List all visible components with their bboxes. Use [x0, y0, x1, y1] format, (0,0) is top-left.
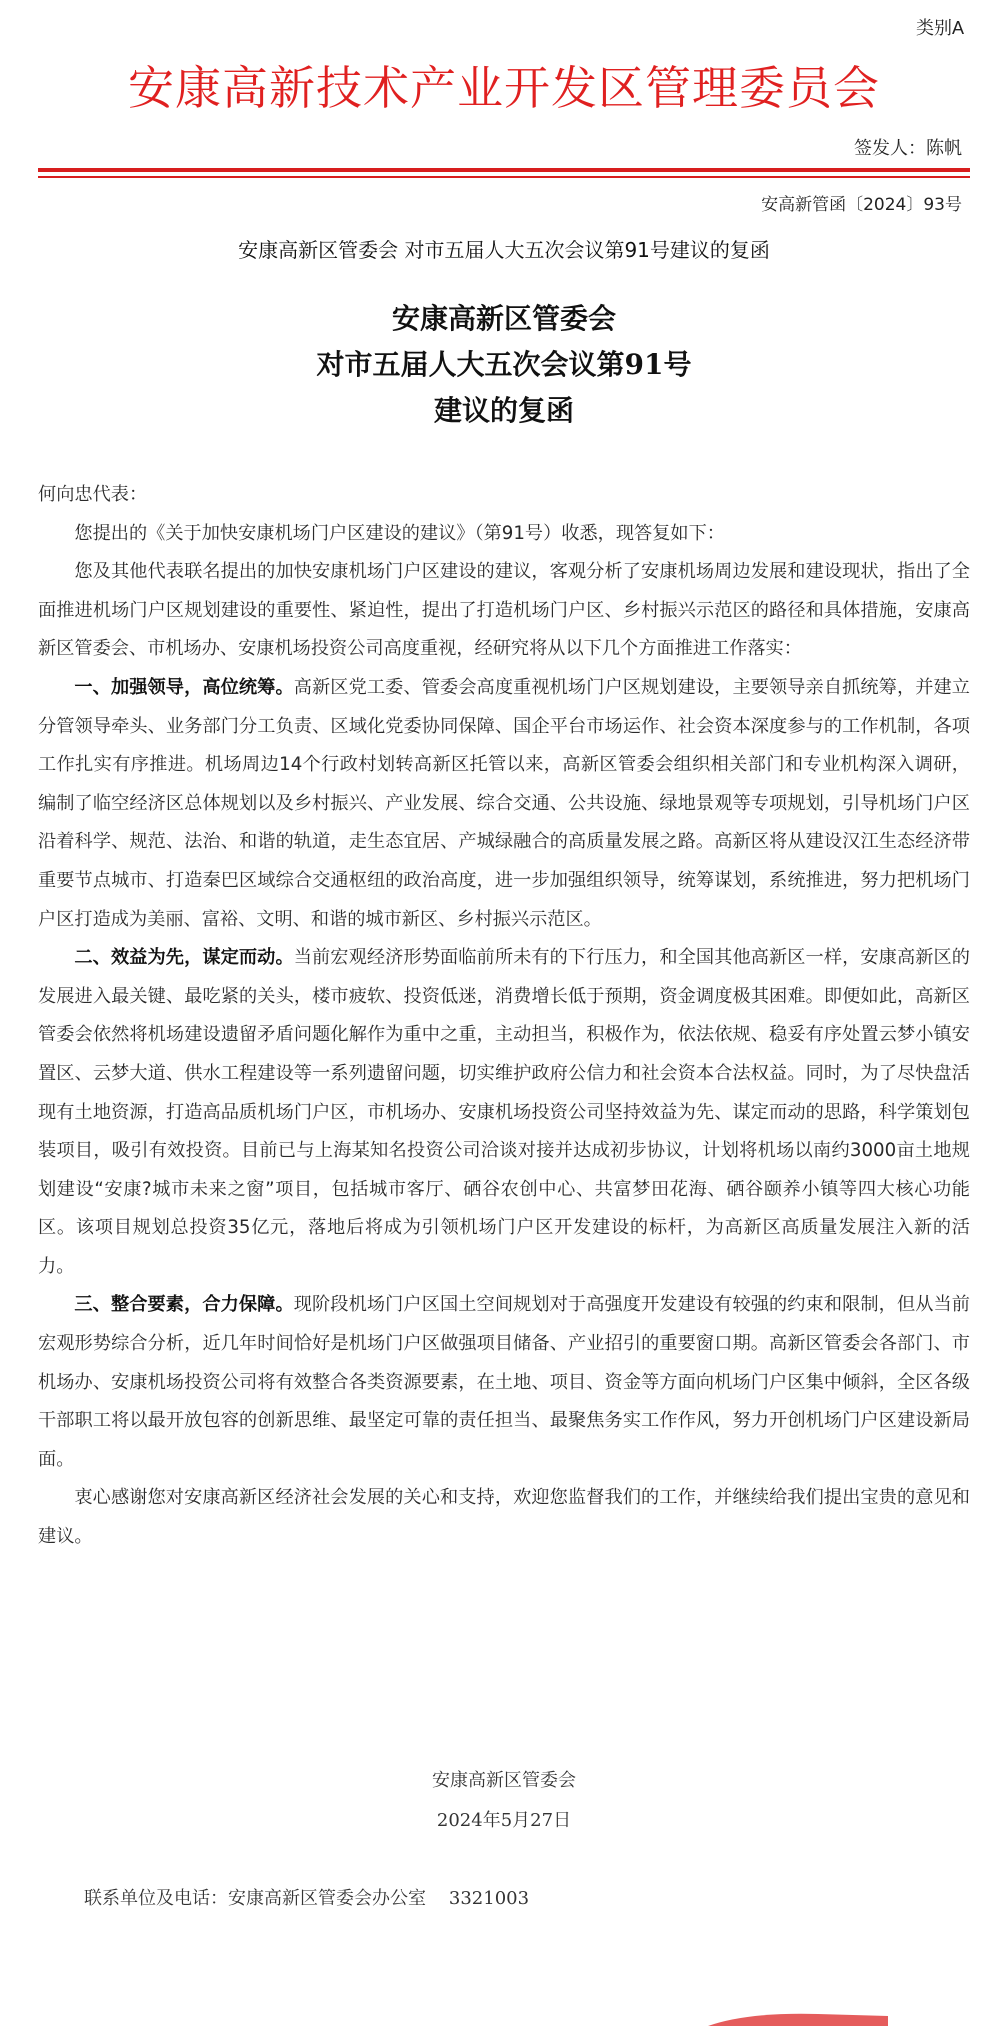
document-title: [0, 296, 1008, 434]
title-line-2: 对市五届人大五次会议第91号: [316, 348, 692, 381]
section-heading-1: 一、加强领导，高位统筹。: [74, 676, 294, 698]
closing-paragraph: 衷心感谢您对安康高新区经济社会发展的关心和支持，欢迎您监督我们的工作，并继续给我们提出宝贵的意见和建议。: [38, 1487, 970, 1548]
signoff-org: 安康高新区管委会: [432, 1770, 576, 1791]
document-subtitle: 安康高新区管委会 对市五届人大五次会议第91号建议的复函: [238, 238, 770, 262]
section-paragraph-3: [38, 1286, 970, 1479]
letter-body: [38, 476, 970, 1557]
signoff-date: 2024年5月27日: [436, 1810, 572, 1831]
red-divider-thin: [38, 176, 970, 178]
section-paragraph-2: [38, 939, 970, 1286]
section-heading-2: 二、效益为先，谋定而动。: [74, 947, 294, 969]
signer-label: 签发人：陈帆: [854, 138, 962, 159]
seal-edge-mark: [708, 2010, 888, 2026]
overview-paragraph: 您及其他代表联名提出的加快安康机场门户区建设的建议，客观分析了安康机场周边发展和建设现状，指出了全面推进机场门户区规划建设的重要性、紧迫性，提出了打造机场门户区、乡村振兴示范区的路径和具体措施，安康高新区管委会、市机场办、安康机场投资公司高度重视，经研究将从以下几个方面推进工作落实：: [38, 561, 970, 660]
section-text-2: 当前宏观经济形势面临前所未有的下行压力，和全国其他高新区一样，安康高新区的发展进入最关键、最吃紧的关头，楼市疲软、投资低迷，消费增长低于预期，资金调度极其困难。即便如此，高新区管委会依然将机场建设遗留矛盾问题化解作为重中之重，主动担当，积极作为，依法依规、稳妥有序处置云梦小镇安置区、云梦大道、供水工程建设等一系列遗留问题，切实维护政府公信力和社会资本合法权益。同时，为了尽快盘活现有土地资源，打造高品质机场门户区，市机场办、安康机场投资公司坚持效益为先、谋定而动的思路，科学策划包装项目，吸引有效投资。目前已与上海某知名投资公司洽谈对接并达成初步协议，计划将机场以南约3000亩土地规划建设“安康?城市未来之窗”项目，包括城市客厅、硒谷农创中心、共富梦田花海、硒谷颐养小镇等四大核心功能区。该项目规划总投资35亿元，落地后将成为引领机场门户区开发建设的标杆，为高新区高质量发展注入新的活力。: [38, 947, 970, 1277]
red-divider-thick: [38, 168, 970, 172]
section-paragraph-1: [38, 669, 970, 939]
issuing-org-title: 安康高新技术产业开发区管理委员会: [128, 61, 880, 115]
salutation: 何向忠代表：: [38, 484, 148, 505]
document-number: 安高新管函〔2024〕93号: [761, 195, 962, 215]
title-line-1: 安康高新区管委会: [391, 302, 616, 335]
section-text-3: 现阶段机场门户区国土空间规划对于高强度开发建设有较强的约束和限制，但从当前宏观形势综合分析，近几年时间恰好是机场门户区做强项目储备、产业招引的重要窗口期。高新区管委会各部门、市机场办、安康机场投资公司将有效整合各类资源要素，在土地、项目、资金等方面向机场门户区集中倾斜，全区各级干部职工将以最开放包容的创新思维、最坚定可靠的责任担当、最聚焦务实工作作风，努力开创机场门户区建设新局面。: [38, 1294, 970, 1470]
intro-paragraph: 您提出的《关于加快安康机场门户区建设的建议》（第91号）收悉，现答复如下：: [74, 522, 725, 544]
title-line-3: 建议的复函: [433, 394, 574, 427]
category-label: 类别A: [915, 18, 964, 38]
section-heading-3: 三、整合要素，合力保障。: [74, 1294, 294, 1316]
contact-line: 联系单位及电话：安康高新区管委会办公室 3321003: [84, 1888, 530, 1909]
section-text-1: 高新区党工委、管委会高度重视机场门户区规划建设，主要领导亲自抓统筹，并建立分管领导牵头、业务部门分工负责、区域化党委协同保障、国企平台市场运作、社会资本深度参与的工作机制，各项工作扎实有序推进。机场周边14个行政村划转高新区托管以来，高新区管委会组织相关部门和专业机构深入调研，编制了临空经济区总体规划以及乡村振兴、产业发展、综合交通、公共设施、绿地景观等专项规划，引导机场门户区沿着科学、规范、法治、和谐的轨道，走生态宜居、产城绿融合的高质量发展之路。高新区将从建设汉江生态经济带重要节点城市、打造秦巴区域综合交通枢纽的政治高度，进一步加强组织领导，统筹谋划，系统推进，努力把机场门户区打造成为美丽、富裕、文明、和谐的城市新区、乡村振兴示范区。: [38, 676, 970, 930]
